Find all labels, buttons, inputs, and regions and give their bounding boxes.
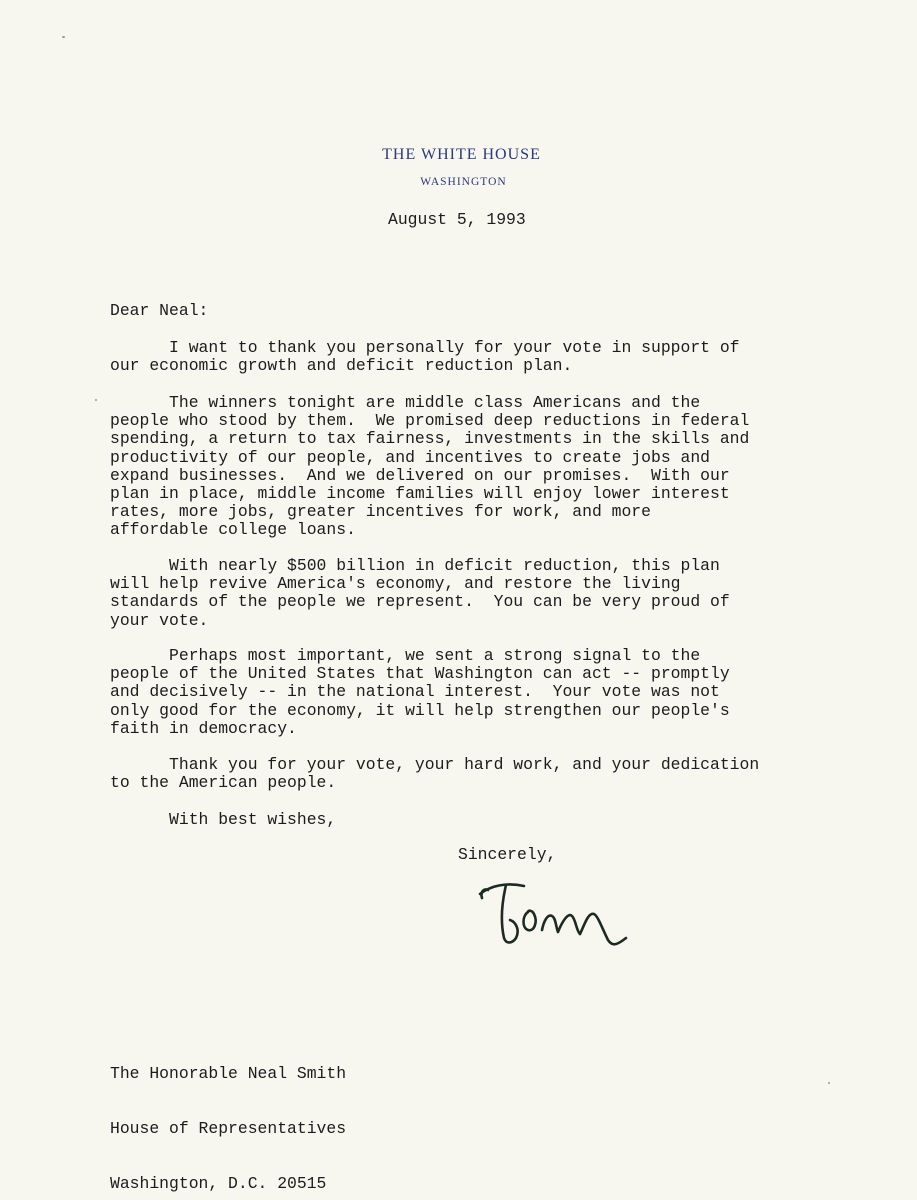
paper-speck — [828, 1082, 830, 1084]
paper-speck — [62, 36, 65, 38]
salutation: Dear Neal: — [110, 301, 209, 320]
body-paragraph-5: Thank you for your vote, your hard work, and your dedication to the American people. — [110, 755, 760, 793]
letterhead-subtitle: WASHINGTON — [420, 176, 507, 188]
handwritten-signature — [476, 872, 646, 952]
paper-speck — [95, 399, 97, 401]
body-paragraph-2: The winners tonight are middle class Americans and the people who stood by them. We promised deep reductions in federal spending, a return to tax fairness, investments in the skills and productivity of our people, and incentives to create jobs and expand businesses. And we delivered on our promises. With our plan in place, middle income families will enjoy lower interest rates, more jobs, greater incentives for work, and more affordable college loans. — [110, 393, 750, 540]
best-wishes-line: With best wishes, — [110, 810, 337, 829]
body-paragraph-3: With nearly $500 billion in deficit reduction, this plan will help revive America's economy, and restore the living standards of the people we represent. You can be very proud of your vote. — [110, 556, 730, 630]
body-paragraph-4: Perhaps most important, we sent a strong signal to the people of the United States that Washington can act -- promptly and decisively -- in the national interest. Your vote was not only good for the economy, it will help strengthen our people's faith in democracy. — [110, 646, 730, 738]
addressee-office: House of Representatives — [110, 1119, 347, 1138]
body-paragraph-1: I want to thank you personally for your vote in support of our economic growth and deficit reduction plan. — [110, 338, 740, 376]
letterhead-title: THE WHITE HOUSE — [382, 146, 541, 163]
addressee-city: Washington, D.C. 20515 — [110, 1173, 327, 1193]
letter-date: August 5, 1993 — [388, 210, 526, 229]
addressee-block — [110, 1029, 346, 1200]
closing-line: Sincerely, — [458, 845, 557, 864]
addressee-name: The Honorable Neal Smith — [110, 1064, 347, 1084]
